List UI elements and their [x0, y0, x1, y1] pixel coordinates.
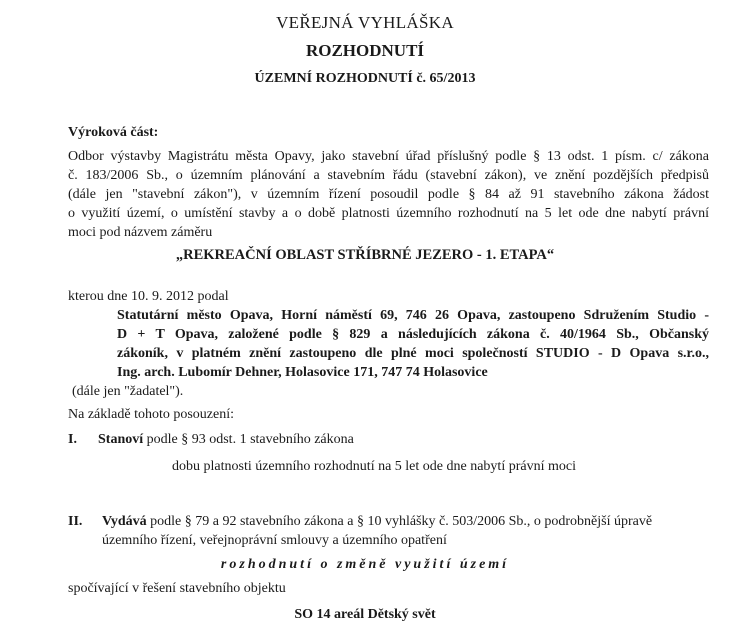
public-notice-heading: VEŘEJNÁ VYHLÁŠKA	[276, 13, 454, 32]
operative-heading: Výroková část:	[68, 125, 159, 140]
section-1-text: podle § 93 odst. 1 stavebního zákona	[143, 432, 354, 447]
section-2-verb: Vydává	[102, 514, 147, 529]
operative-line-3: (dále jen "stavební zákon"), v územním řízení posoudil podle § 84 až 91 stavebního zákona žádost	[68, 187, 709, 202]
operative-line-4: o využití území, o umístění stavby a o době platnosti územního rozhodnutí na 5 let ode dne nabytí právní	[68, 206, 709, 221]
basis-statement: Na základě tohoto posouzení:	[68, 407, 235, 422]
operative-line-1: Odbor výstavby Magistrátu města Opavy, jako stavební úřad příslušný podle § 13 odst. 1 písm. c/ zákona	[68, 149, 709, 164]
consisting-statement: spočívající v řešení stavebního objektu	[68, 581, 286, 596]
operative-line-5: moci pod názvem záměru	[68, 225, 213, 240]
change-of-use-decision: rozhodnutí o změně využití území	[220, 557, 510, 572]
section-2-numeral: II.	[68, 514, 83, 529]
applicant-line-2: D + T Opava, založené podle § 829 a následujících zákona č. 40/1964 Sb., Občanský	[117, 327, 709, 342]
section-2-text: podle § 79 a 92 stavebního zákona a § 10 vyhlášky č. 503/2006 Sb., o podrobnější úpravě	[146, 514, 653, 529]
operative-line-2: č. 183/2006 Sb., o územním plánování a stavebním řádu (stavební zákon), ve znění pozdějších předpisů	[68, 168, 709, 183]
applicant-line-3: zákoník, v platném znění zastoupeno dle plné moci společností STUDIO - D Opava s.r.o.,	[117, 346, 709, 361]
section-1-numeral: I.	[68, 432, 77, 447]
section-2-text-line-2: územního řízení, veřejnoprávní smlouvy a územního opatření	[102, 533, 447, 548]
application-date: kterou dne 10. 9. 2012 podal	[68, 289, 229, 304]
applicant-alias: (dále jen "žadatel").	[72, 384, 184, 399]
applicant-line-1: Statutární město Opava, Horní náměstí 69, 746 26 Opava, zastoupeno Sdružením Studio -	[117, 308, 709, 323]
section-1-verb: Stanoví	[98, 432, 144, 447]
section-1-detail: dobu platnosti územního rozhodnutí na 5 let ode dne nabytí právní moci	[172, 459, 576, 474]
decision-number: ÚZEMNÍ ROZHODNUTÍ č. 65/2013	[254, 71, 476, 86]
document-title: ROZHODNUTÍ	[305, 41, 425, 60]
applicant-line-4: Ing. arch. Lubomír Dehner, Holasovice 171, 747 74 Holasovice	[117, 365, 488, 380]
section-2-statement	[102, 515, 652, 529]
building-object-name: SO 14 areál Dětský svět	[294, 607, 436, 622]
section-1-statement	[98, 433, 354, 447]
project-name: „REKREAČNÍ OBLAST STŘÍBRNÉ JEZERO - 1. ETAPA“	[175, 247, 555, 263]
